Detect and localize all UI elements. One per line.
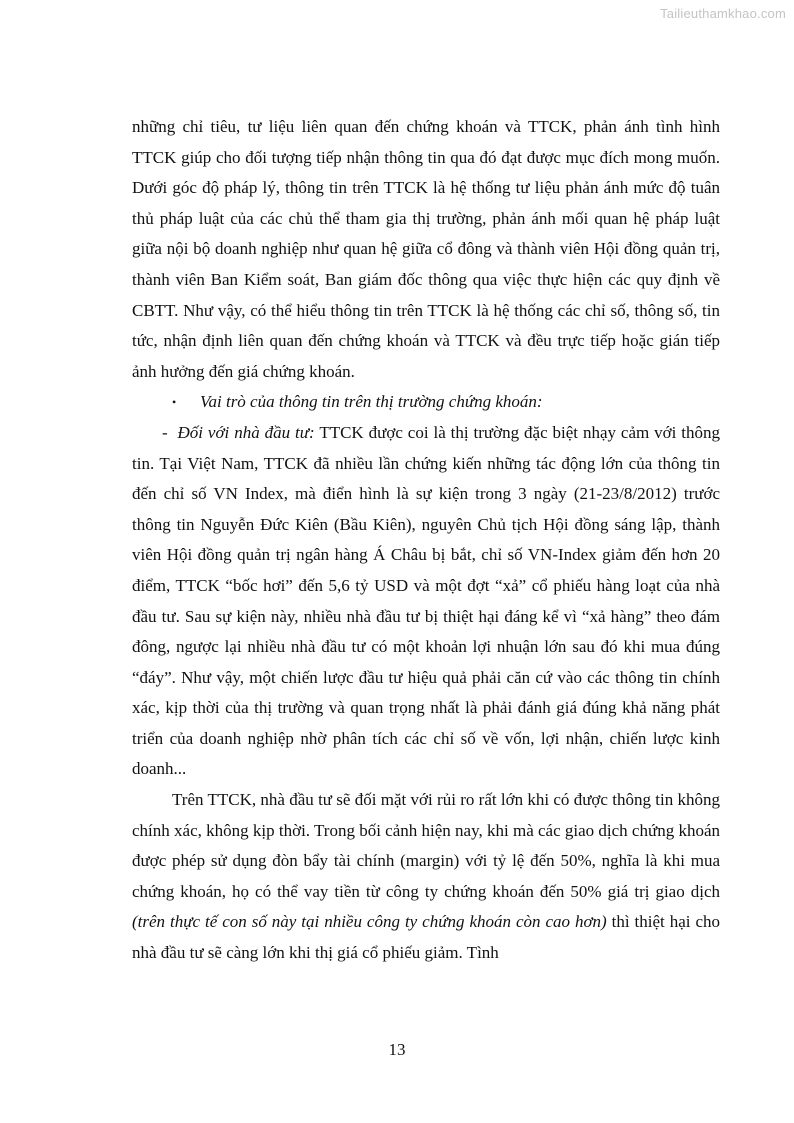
paragraph-intro: những chỉ tiêu, tư liệu liên quan đến chứng khoán và TTCK, phản ánh tình hình TTCK giúp cho đối tượng tiếp nhận thông tin qua đó đạt được mục đích mong muốn. Dưới góc độ pháp lý, thông tin trên TTCK là hệ thống tư liệu phản ánh mức độ tuân thủ pháp luật của các chủ thể tham gia thị trường, phản ánh mối quan hệ pháp luật giữa nội bộ doanh nghiệp như quan hệ giữa cổ đông và thành viên Hội đồng quản trị, thành viên Ban Kiểm soát, Ban giám đốc thông qua việc thực hiện các quy định về CBTT. Như vậy, có thể hiểu thông tin trên TTCK là hệ thống các chỉ số, thông số, tin tức, nhận định liên quan đến chứng khoán và TTCK và đều trực tiếp hoặc gián tiếp ảnh hưởng đến giá chứng khoán. <box>132 117 720 381</box>
risk-text-after: thì thiệt hại cho nhà đầu tư sẽ càng lớn khi thị giá cổ phiếu giảm. Tình <box>132 912 721 963</box>
paragraph-investor-role <box>132 418 720 785</box>
bullet-heading <box>132 387 720 418</box>
bullet-heading-text: Vai trò của thông tin trên thị trường chứng khoán: <box>200 392 543 412</box>
page-number: 13 <box>388 1040 406 1059</box>
page-content <box>132 112 720 969</box>
investor-role-lead: Đối với nhà đầu tư: <box>177 422 315 442</box>
bullet-icon: • <box>172 395 177 410</box>
investor-role-body: TTCK được coi là thị trường đặc biệt nhạy cảm với thông tin. Tại Việt Nam, TTCK đã nhiều lần chứng kiến những tác động lớn của thông tin đến chỉ số VN Index, mà điển hình là sự kiện trong 3 ngày (21-23/8/2012) trước thông tin Nguyễn Đức Kiên (Bầu Kiên), nguyên Chủ tịch Hội đồng sáng lập, thành viên Hội đồng quản trị ngân hàng Á Châu bị bắt, chỉ số VN-Index giảm đến hơn 20 điểm, TTCK “bốc hơi” đến 5,6 tỷ USD và một đợt “xả” cổ phiếu hàng loạt của nhà đầu tư. Sau sự kiện này, nhiều nhà đầu tư bị thiệt hại đáng kể vì “xả hàng” theo đám đông, ngược lại nhiều nhà đầu tư có một khoản lợi nhuận lớn sau đó khi mua đúng “đáy”. Như vậy, một chiến lược đầu tư hiệu quả phải căn cứ vào các thông tin chính xác, kịp thời của thị trường và quan trọng nhất là phải đánh giá đúng khả năng phát triển của doanh nghiệp nhờ phân tích các chỉ số về vốn, lợi nhận, chiến lược kinh doanh... <box>132 422 720 779</box>
watermark: Tailieuthamkhao.com <box>660 6 786 21</box>
dash-marker: - <box>162 422 168 442</box>
risk-text-italic: (trên thực tế con số này tại nhiều công ty chứng khoán còn cao hơn) <box>132 912 607 932</box>
risk-text-before: Trên TTCK, nhà đầu tư sẽ đối mặt với rủi ro rất lớn khi có được thông tin không chính xác, không kịp thời. Trong bối cảnh hiện nay, khi mà các giao dịch chứng khoán được phép sử dụng đòn bẩy tài chính (margin) với tỷ lệ đến 50%, nghĩa là khi mua chứng khoán, họ có thể vay tiền từ công ty chứng khoán đến 50% giá trị giao dịch <box>132 790 720 901</box>
paragraph-risk <box>132 785 720 969</box>
